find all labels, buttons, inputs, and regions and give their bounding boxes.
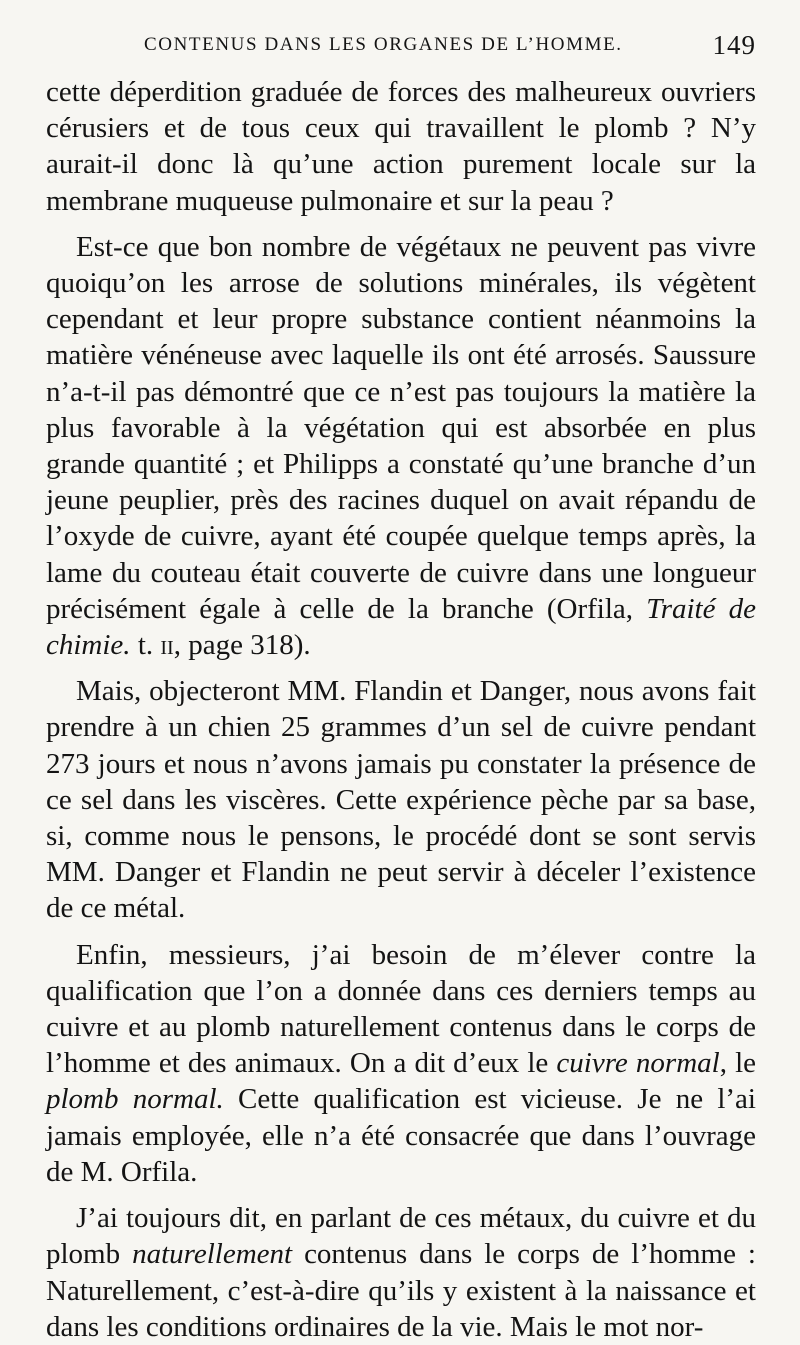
body-text bbox=[46, 74, 756, 1345]
running-title: CONTENUS DANS LES ORGANES DE L’HOMME. bbox=[144, 34, 623, 55]
page-number: 149 bbox=[712, 30, 756, 60]
term-cuivre-normal: cuivre normal bbox=[556, 1047, 720, 1080]
paragraph-5: J’ai toujours dit, en parlant de ces métaux, du cuivre et du plomb naturellement contenus dans le corps de l’homme : Naturellement, c’est-à-dire qu’ils y existent à la naissance et dans les conditions ordinaires de la vie. Mais le mot nor- bbox=[46, 1202, 756, 1343]
paragraph-2: Est-ce que bon nombre de végétaux ne peuvent pas vivre quoiqu’on les arrose de solutions minérales, ils végètent cependant et leur propre substance contient néanmoins la matière vénéneuse avec laquelle ils ont été arrosés. Saussure n’a-t-il pas démontré que ce n’est pas toujours la matière la plus favorable à la végétation qui est absorbée en plus grande quantité ; et Philipps a constaté qu’une branche d’un jeune peuplier, près des racines duquel on avait répandu de l’oxyde de cuivre, ayant été coupée quelque temps après, la lame du couteau était couverte de cuivre dans une longueur précisément égale à celle de la branche (Orfila, Traité de chimie. t. ii, page 318). bbox=[46, 230, 756, 662]
paragraph-1: cette déperdition graduée de forces des malheureux ouvriers cérusiers et de tous ceux qui travaillent le plomb ? N’y aurait-il donc là qu’une action purement locale sur la membrane muqueuse pulmonaire et sur la peau ? bbox=[46, 76, 756, 217]
paragraph-4: Enfin, messieurs, j’ai besoin de m’élever contre la qualification que l’on a donnée dans ces derniers temps au cuivre et au plomb naturellement contenus dans le corps de l’homme et des animaux. On a dit d’eux le cuivre normal, le plomb normal. Cette qualification est vicieuse. Je ne l’ai jamais employée, elle n’a été consacrée que dans l’ouvrage de M. Orfila. bbox=[46, 938, 757, 1188]
paragraph-3: Mais, objecteront MM. Flandin et Danger, nous avons fait prendre à un chien 25 grammes d’un sel de cuivre pendant 273 jours et nous n’avons jamais pu constater la présence de ce sel dans les viscères. Cette expérience pèche par sa base, si, comme nous le pensons, le procédé dont se sont servis MM. Danger et Flandin ne peut servir à déceler l’existence de ce métal. bbox=[46, 675, 756, 925]
term-plomb-normal: plomb normal. bbox=[46, 1083, 224, 1116]
book-title: Traité de chimie. bbox=[46, 592, 756, 662]
term-naturellement: naturellement bbox=[132, 1238, 293, 1271]
running-head bbox=[46, 0, 756, 68]
volume-number: ii bbox=[160, 629, 174, 662]
